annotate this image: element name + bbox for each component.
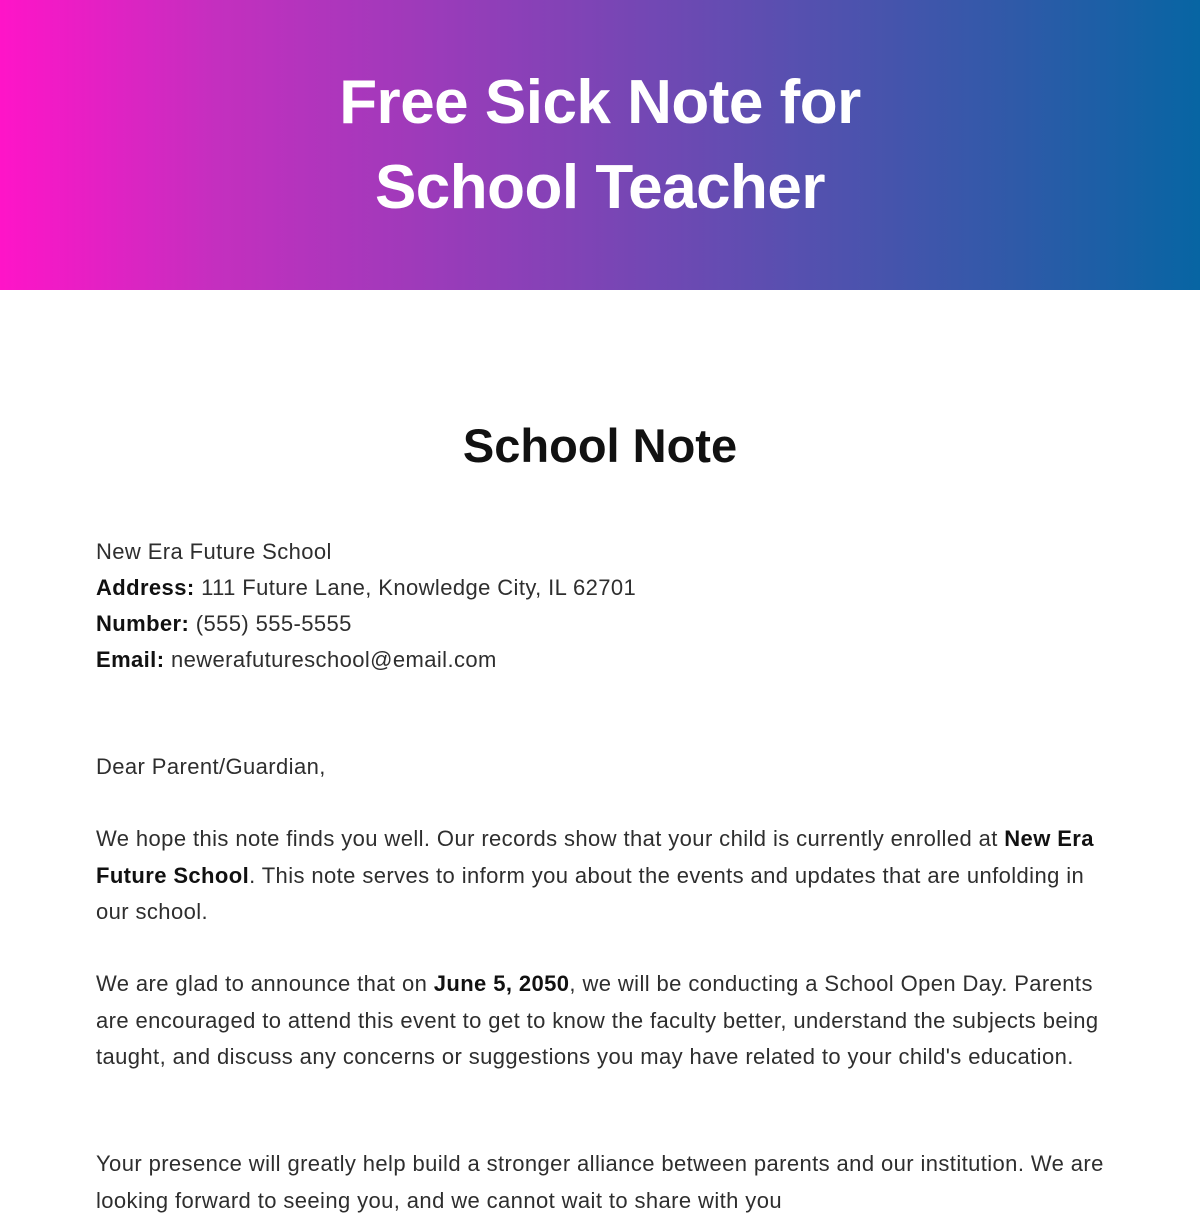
paragraph-presence: Your presence will greatly help build a stronger alliance between parents and our institution. We are looking forward to seeing you, and we cannot wait to share with you <box>96 1151 1104 1213</box>
email-value: newerafutureschool@email.com <box>170 647 497 672</box>
address-value: 111 Future Lane, Knowledge City, IL 62701 <box>201 575 637 600</box>
paragraph-open-day-after: , we will be conducting a School Open Day. Parents are encouraged to attend this event to get to know the faculty better, understand the subjects being taught, and discuss any concerns or suggestions you may have related to your child's education. <box>96 971 1099 1069</box>
school-contact-block <box>96 534 636 678</box>
paragraph-open-day-date: June 5, 2050 <box>433 971 570 996</box>
paragraph-open-day <box>96 966 1104 1076</box>
number-value: (555) 555-5555 <box>195 611 352 636</box>
number-line <box>96 606 636 642</box>
banner-title-line-1: Free Sick Note for <box>339 68 861 137</box>
header-banner <box>0 0 1200 290</box>
banner-title-line-2: School Teacher <box>374 153 826 222</box>
document-title: School Note <box>462 419 738 472</box>
paragraph-intro-before: We hope this note finds you well. Our records show that your child is currently enrolled at <box>96 826 1005 851</box>
address-line <box>96 570 636 606</box>
banner-title <box>339 60 861 230</box>
email-line <box>96 642 636 678</box>
paragraph-intro-school-name: New Era Future School <box>96 826 1094 888</box>
email-label: Email: <box>96 647 165 672</box>
address-label: Address: <box>96 575 195 600</box>
paragraph-open-day-before: We are glad to announce that on <box>96 971 434 996</box>
paragraph-intro-after: . This note serves to inform you about the events and updates that are unfolding in our school. <box>96 862 1085 924</box>
school-name: New Era Future School <box>96 539 332 564</box>
salutation: Dear Parent/Guardian, <box>96 754 326 779</box>
number-label: Number: <box>96 611 190 636</box>
paragraph-intro <box>96 821 1104 931</box>
